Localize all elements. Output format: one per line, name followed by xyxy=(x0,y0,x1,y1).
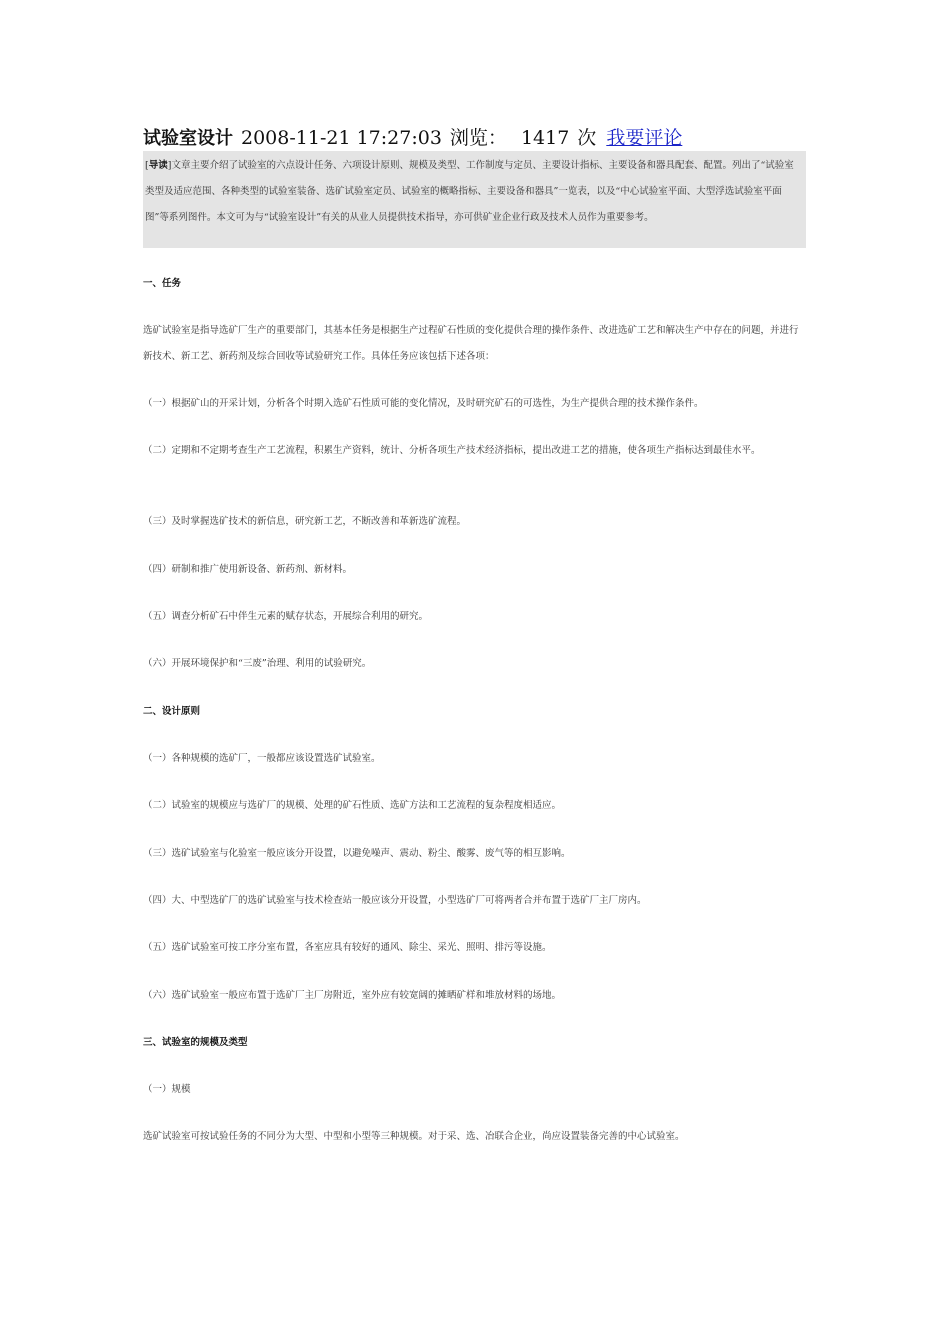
section-heading-principles: 二、设计原则 xyxy=(143,706,201,717)
section-heading-scale: 三、试验室的规模及类型 xyxy=(143,1037,248,1048)
list-item: （六）开展环境保护和“三废”治理、利用的试验研究。 xyxy=(143,658,372,669)
list-item: （五）选矿试验室可按工序分室布置，各室应具有较好的通风、除尘、采光、照明、排污等设施。 xyxy=(143,942,552,953)
article-title-line xyxy=(143,126,682,151)
views-unit: 次 xyxy=(577,127,597,149)
subheading: （一）规模 xyxy=(143,1084,191,1095)
list-item: （四）大、中型选矿厂的选矿试验室与技术检查站一般应该分开设置，小型选矿厂可将两者合并布置于选矿厂主厂房内。 xyxy=(143,895,647,906)
section-paragraph: 选矿试验室可按试验任务的不同分为大型、中型和小型等三种规模。对于采、选、冶联合企业，尚应设置装备完善的中心试验室。 xyxy=(143,1131,685,1142)
intro-open-bracket: [ xyxy=(145,160,149,171)
section-paragraph: 选矿试验室是指导选矿厂生产的重要部门，其基本任务是根据生产过程矿石性质的变化提供合理的操作条件、改进选矿工艺和解决生产中存在的问题，并进行新技术、新工艺、新药剂及综合回收等试验研究工作。具体任务应该包括下述各项： xyxy=(143,325,799,362)
list-item: （三）及时掌握选矿技术的新信息，研究新工艺，不断改善和革新选矿流程。 xyxy=(143,516,467,527)
comment-link[interactable]: 我要评论 xyxy=(606,127,683,149)
list-item: （三）选矿试验室与化验室一般应该分开设置，以避免噪声、震动、粉尘、酸雾、废气等的相互影响。 xyxy=(143,848,571,859)
list-item: （一）各种规模的选矿厂，一般都应该设置选矿试验室。 xyxy=(143,753,381,764)
list-item: （二）试验室的规模应与选矿厂的规模、处理的矿石性质、选矿方法和工艺流程的复杂程度相适应。 xyxy=(143,800,562,811)
intro-box xyxy=(143,151,806,248)
list-item: （一）根据矿山的开采计划，分析各个时期入选矿石性质可能的变化情况，及时研究矿石的可选性，为生产提供合理的技术操作条件。 xyxy=(143,398,704,409)
intro-label: 导读 xyxy=(148,160,168,171)
article-date: 2008-11-21 17:27:03 xyxy=(241,127,442,149)
section-heading-tasks: 一、任务 xyxy=(143,278,182,289)
list-item: （二）定期和不定期考查生产工艺流程，积累生产资料，统计、分析各项生产技术经济指标，提出改进工艺的措施，使各项生产指标达到最佳水平。 xyxy=(143,445,761,456)
list-item: （四）研制和推广使用新设备、新药剂、新材料。 xyxy=(143,564,353,575)
views-count: 1417 xyxy=(520,127,570,149)
list-item: （六）选矿试验室一般应布置于选矿厂主厂房附近，室外应有较宽阔的摊晒矿样和堆放材料的场地。 xyxy=(143,990,562,1001)
intro-close-bracket: ] xyxy=(167,160,172,171)
article-title: 试验室设计 xyxy=(143,128,233,149)
list-item: （五）调查分析矿石中伴生元素的赋存状态，开展综合利用的研究。 xyxy=(143,611,429,622)
intro-text: 文章主要介绍了试验室的六点设计任务、六项设计原则、规模及类型、工作制度与定员、主要设计指标、主要设备和器具配套、配置。列出了“试验室类型及适应范围、各种类型的试验室装备、选矿试验室定员、试验室的概略指标、主要设备和器具”一览表，以及“中心试验室平面、大型浮选试验室平面图”等系列图件。本文可为与“试验室设计”有关的从业人员提供技术指导，亦可供矿业企业行政及技术人员作为重要参考。 xyxy=(145,160,794,223)
views-label: 浏览： xyxy=(449,127,507,149)
